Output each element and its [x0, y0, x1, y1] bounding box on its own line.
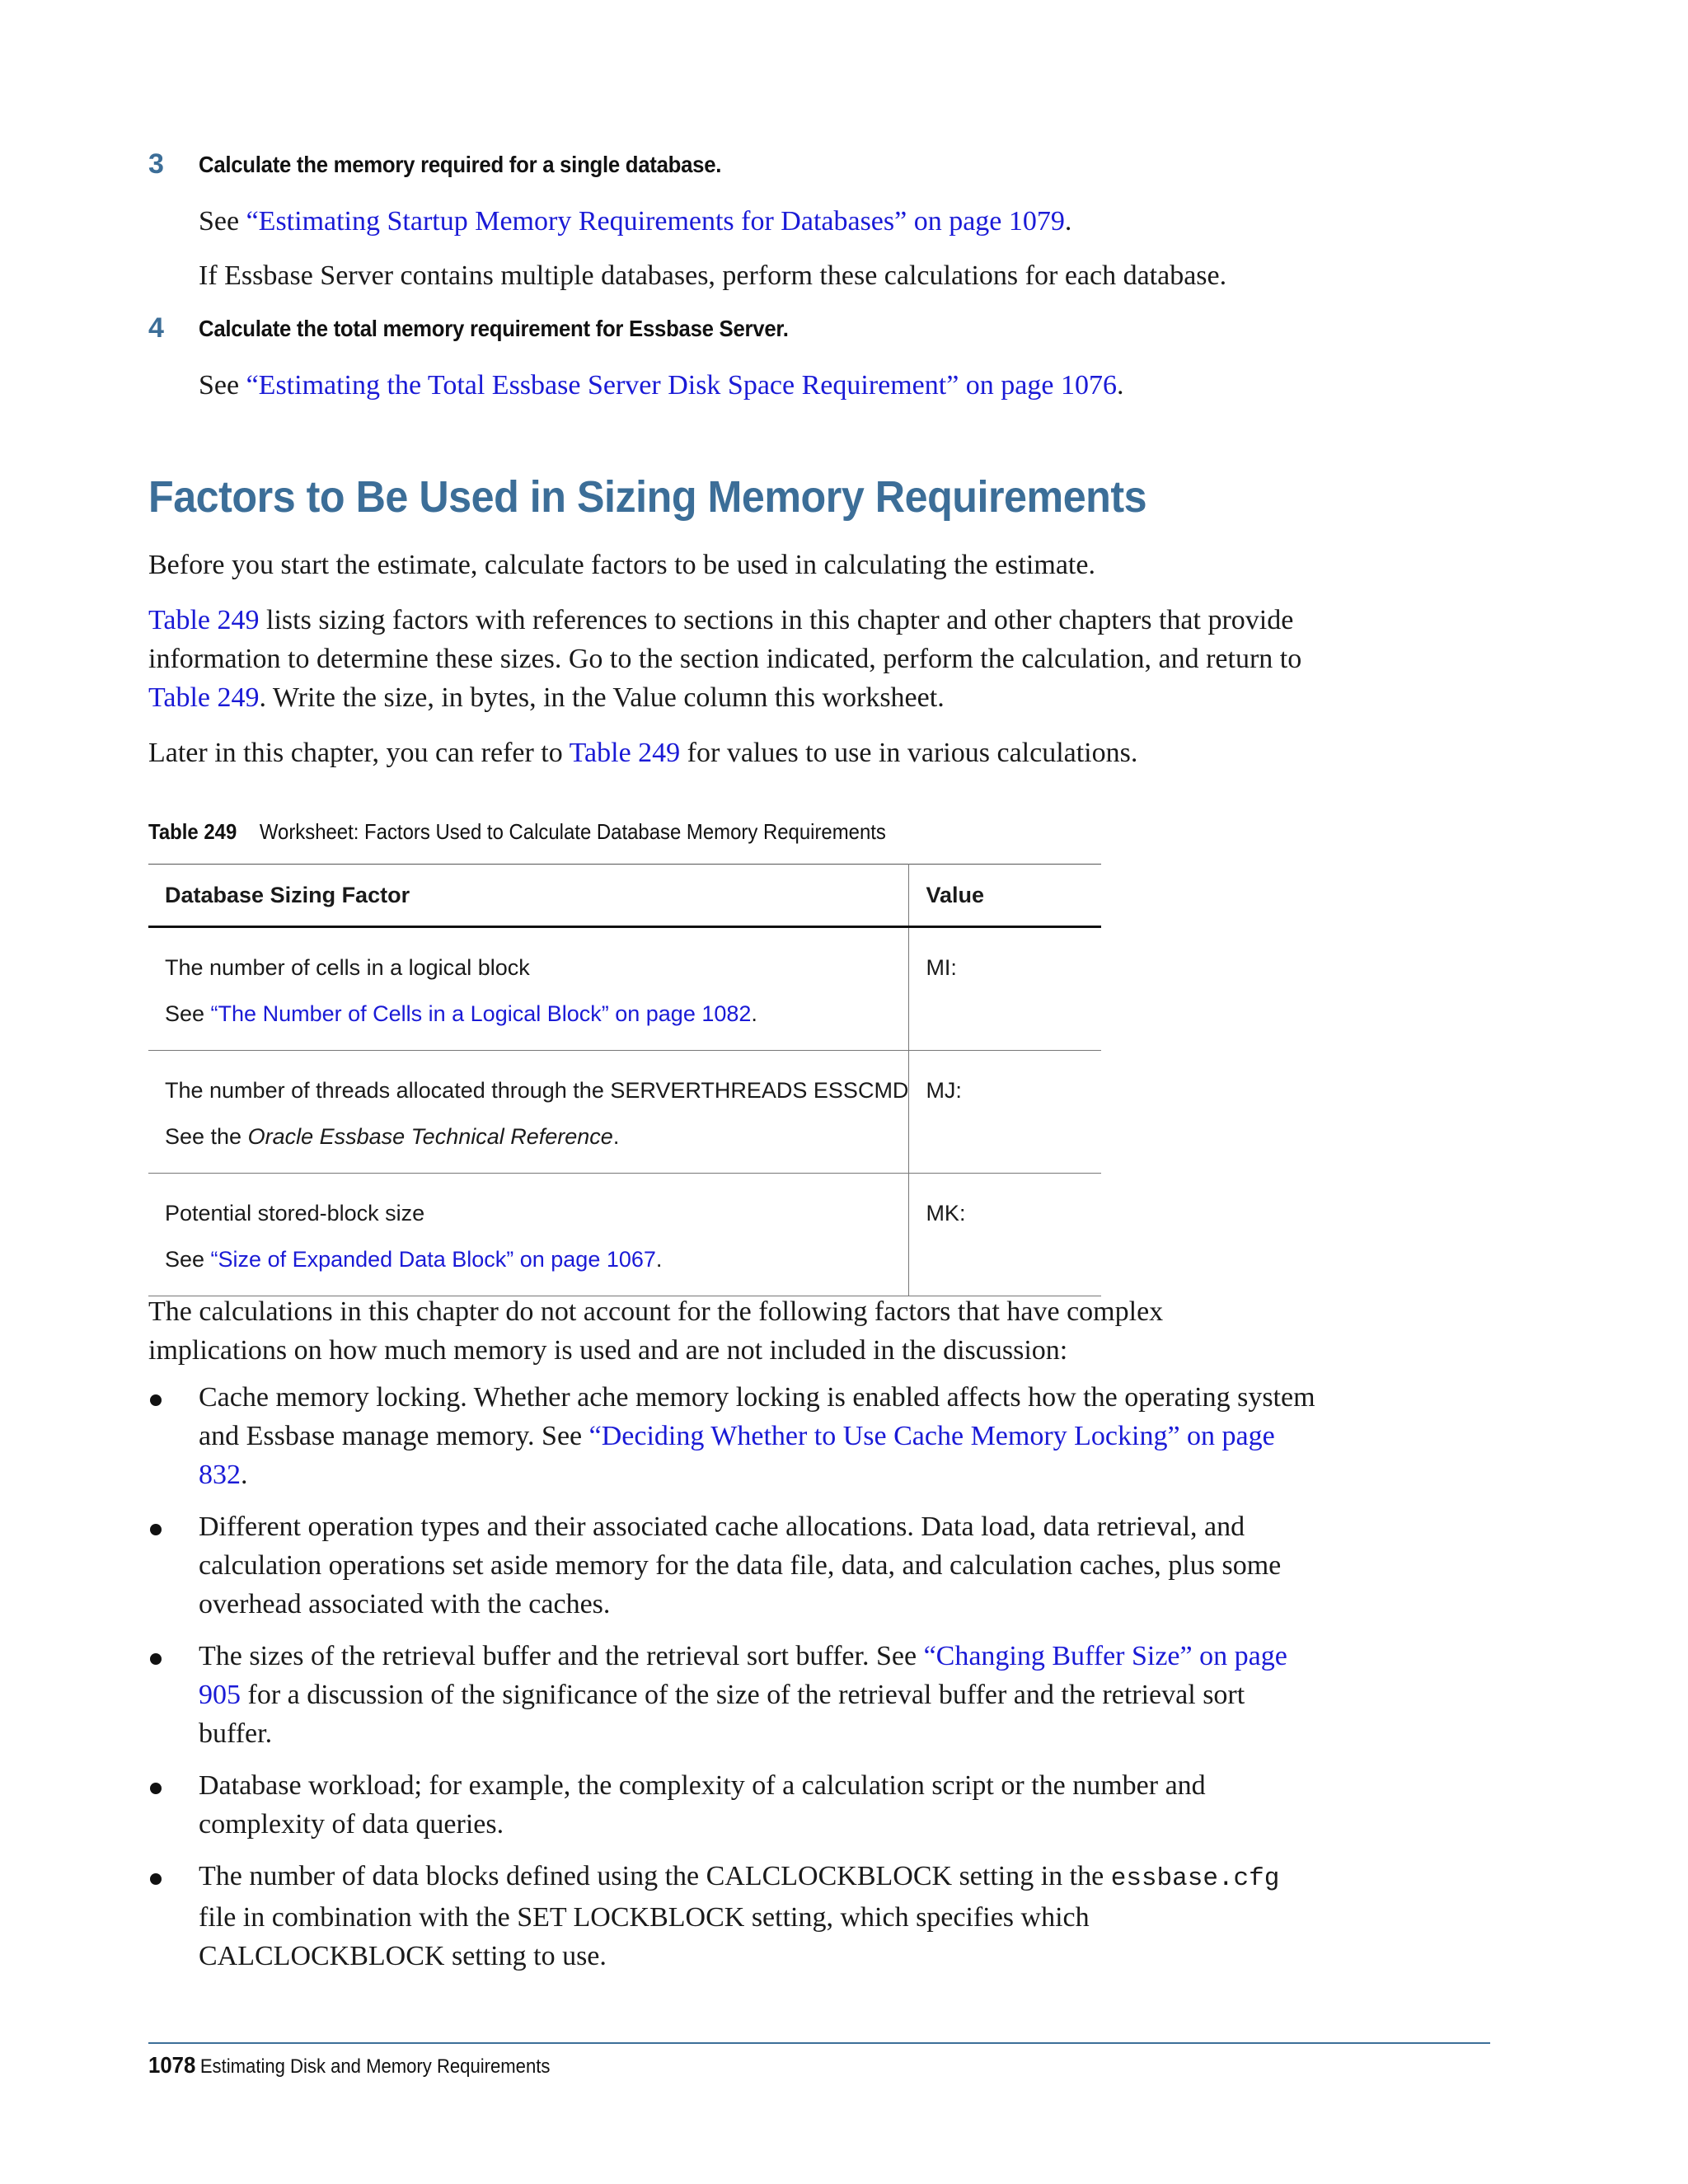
list-item: The number of data blocks defined using the CALCLOCKBLOCK setting in the essbase.cfg file in combination with the SET LOCKBLOCK setting, which specifies which CALCLOCKBLOCK setting to use.	[148, 1857, 1319, 1975]
link-table-249[interactable]: Table 249	[148, 605, 260, 635]
list-item: Different operation types and their associated cache allocations. Data load, data retrieval, and calculation operations set aside memory for the data file, data, and calculation caches, plus some overhead associated with the caches.	[148, 1507, 1319, 1624]
table-number: Table 249	[148, 819, 237, 844]
factor-cell	[148, 1174, 909, 1296]
page-footer	[148, 2052, 550, 2079]
table-row	[148, 927, 1101, 1051]
link-cells-logical-block[interactable]: “The Number of Cells in a Logical Block” on page 1082	[210, 1001, 752, 1026]
value-cell: MK:	[909, 1174, 1101, 1296]
link-changing-buffer-size[interactable]: “Changing Buffer Size” on page 905	[199, 1641, 1287, 1710]
footer-divider	[148, 2042, 1490, 2044]
page-number: 1078	[148, 2052, 196, 2078]
column-header-value: Value	[909, 865, 1101, 927]
sizing-factors-table	[148, 864, 1101, 1296]
step-title: Calculate the memory required for a single database.	[199, 152, 722, 177]
factor-reference: See “Size of Expanded Data Block” on page 1067.	[165, 1247, 663, 1272]
list-item: The sizes of the retrieval buffer and the retrieval sort buffer. See “Changing Buffer Size” on page 905 for a discussion of the significance of the size of the retrieval buffer and the retrieval sort buffer.	[148, 1637, 1319, 1753]
value-cell: MI:	[909, 927, 1101, 1051]
step-4-see: See “Estimating the Total Essbase Server Disk Space Requirement” on page 1076.	[199, 370, 1124, 401]
step-3-see: See “Estimating Startup Memory Requirements for Databases” on page 1079.	[199, 206, 1072, 237]
link-cache-memory-locking[interactable]: “Deciding Whether to Use Cache Memory Locking” on page 832	[199, 1421, 1275, 1490]
link-table-249[interactable]: Table 249	[148, 682, 260, 713]
factor-cell	[148, 927, 909, 1051]
table-title: Worksheet: Factors Used to Calculate Database Memory Requirements	[259, 819, 886, 844]
link-expanded-data-block[interactable]: “Size of Expanded Data Block” on page 1067	[210, 1247, 656, 1272]
section-paragraph-3: Later in this chapter, you can refer to Table 249 for values to use in various calculations.	[148, 738, 1138, 768]
factor-text: The number of cells in a logical block	[165, 955, 530, 980]
bullet-icon	[150, 1524, 162, 1535]
bullet-icon	[150, 1873, 162, 1885]
table-header-row	[148, 865, 1101, 927]
step-3-note: If Essbase Server contains multiple databases, perform these calculations for each database.	[199, 260, 1227, 291]
link-total-disk-space[interactable]: “Estimating the Total Essbase Server Disk Space Requirement” on page 1076	[246, 370, 1117, 401]
bullet-icon	[150, 1394, 162, 1406]
link-startup-memory[interactable]: “Estimating Startup Memory Requirements for Databases” on page 1079	[246, 206, 1065, 237]
section-heading: Factors to Be Used in Sizing Memory Requirements	[148, 472, 1147, 522]
value-cell: MJ:	[909, 1051, 1101, 1174]
factor-bullet-list	[148, 1378, 1319, 1989]
bullet-icon	[150, 1783, 162, 1794]
step-number: 4	[148, 312, 164, 344]
factor-text: The number of threads allocated through the SERVERTHREADS ESSCMD	[165, 1078, 909, 1103]
table-caption	[148, 819, 886, 845]
chapter-title: Estimating Disk and Memory Requirements	[199, 2055, 551, 2078]
reference-title: Oracle Essbase Technical Reference	[247, 1124, 613, 1149]
factor-reference: See the Oracle Essbase Technical Reference.	[165, 1124, 620, 1149]
step-number: 3	[148, 148, 164, 180]
bullet-icon	[150, 1653, 162, 1665]
list-item: Database workload; for example, the complexity of a calculation script or the number and complexity of data queries.	[148, 1766, 1319, 1844]
table-row	[148, 1051, 1101, 1174]
config-filename: essbase.cfg	[1110, 1864, 1280, 1893]
list-item: Cache memory locking. Whether ache memory locking is enabled affects how the operating system and Essbase manage memory. See “Deciding Whether to Use Cache Memory Locking” on page 832.	[148, 1378, 1319, 1494]
link-table-249[interactable]: Table 249	[569, 738, 681, 768]
section-paragraph-2: Table 249 lists sizing factors with references to sections in this chapter and other chapters that provide information to determine these sizes. Go to the section indicated, perform the calculation, and return to Table 249. Write the size, in bytes, in the Value column this worksheet.	[148, 605, 1302, 713]
after-table-paragraph: The calculations in this chapter do not account for the following factors that have complex implications on how much memory is used and are not included in the discussion:	[148, 1296, 1164, 1366]
step-title: Calculate the total memory requirement for Essbase Server.	[199, 316, 789, 341]
section-intro: Before you start the estimate, calculate factors to be used in calculating the estimate.	[148, 550, 1095, 580]
table-row	[148, 1174, 1101, 1296]
column-header-factor: Database Sizing Factor	[148, 865, 909, 927]
factor-reference: See “The Number of Cells in a Logical Block” on page 1082.	[165, 1001, 757, 1026]
factor-text: Potential stored-block size	[165, 1201, 425, 1226]
factor-cell	[148, 1051, 909, 1174]
